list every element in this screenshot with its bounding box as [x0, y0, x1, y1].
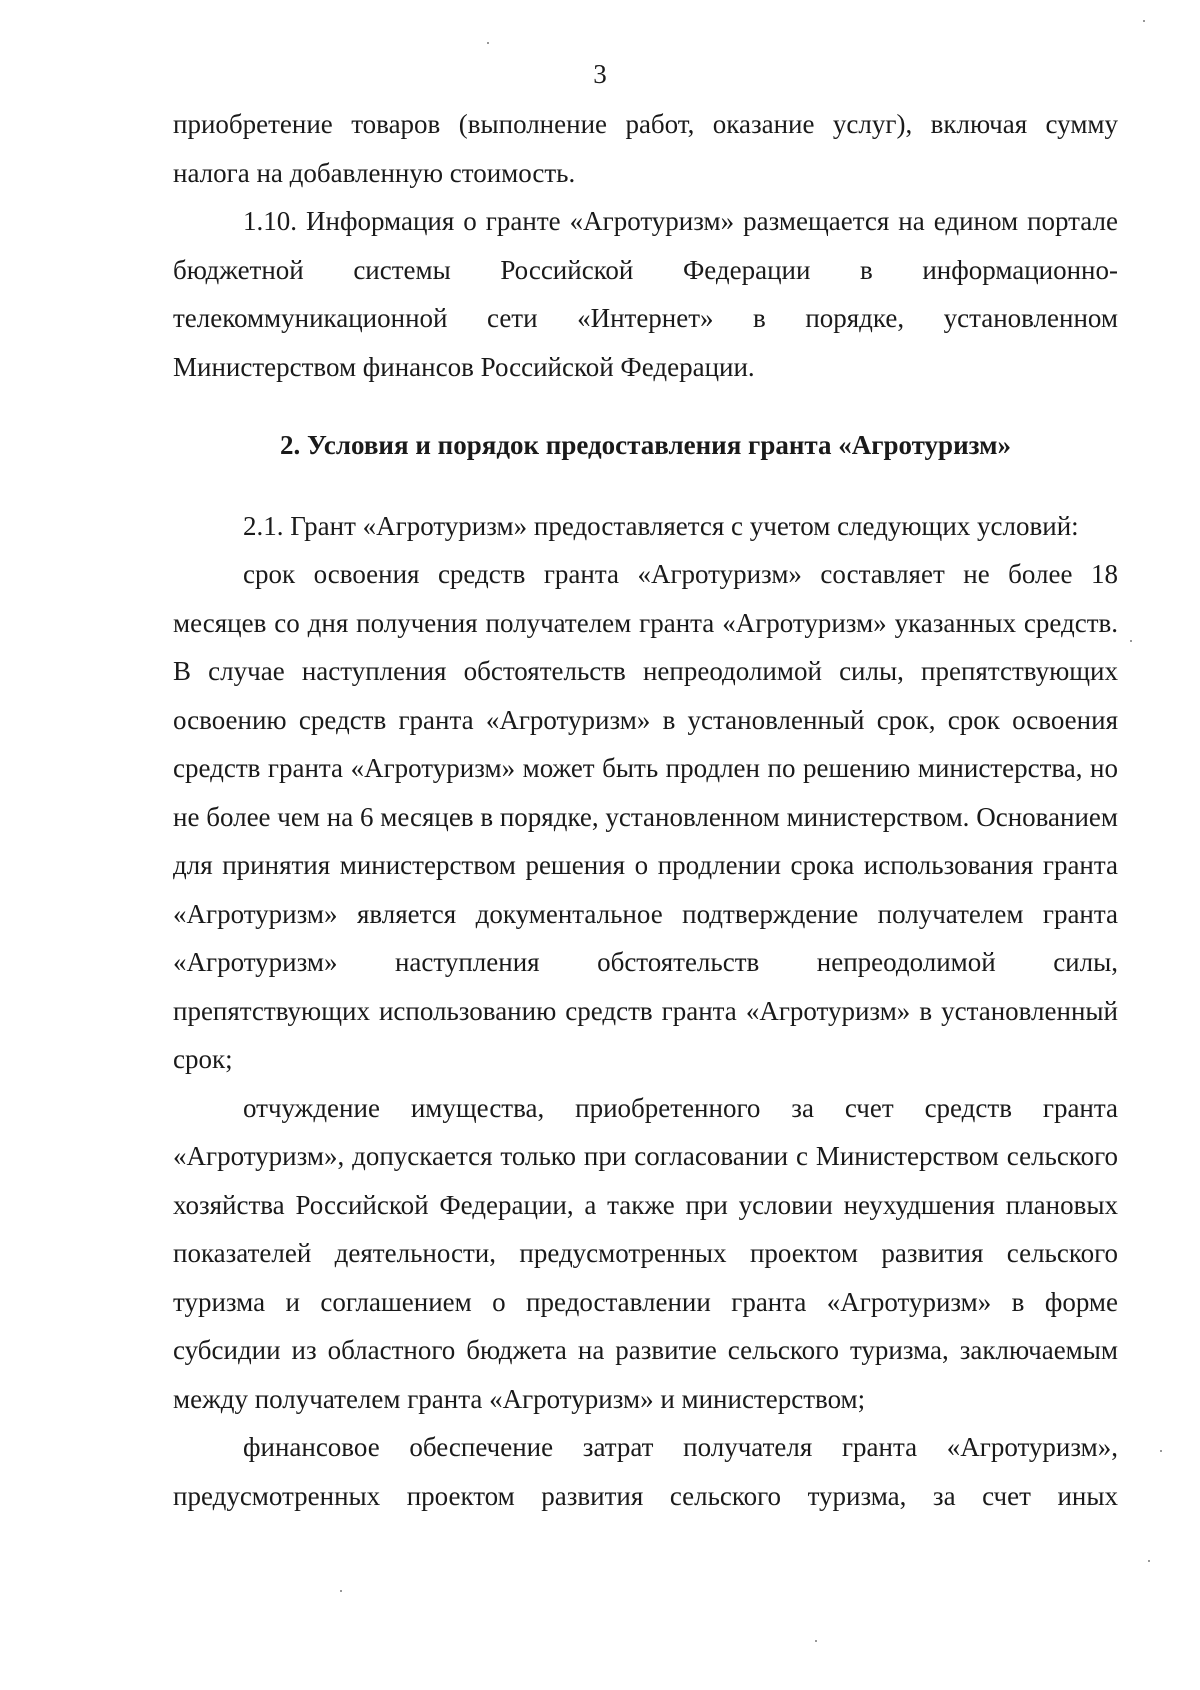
scan-speck — [815, 1640, 817, 1642]
section-2-heading: 2. Условия и порядок предоставления гранта «Агротуризм» — [279, 430, 1011, 460]
paragraph-continuation: приобретение товаров (выполнение работ, оказание услуг), включая сумму налога на добавленную стоимость. — [173, 109, 1118, 188]
scan-speck — [1148, 1560, 1150, 1562]
scan-speck — [487, 42, 489, 44]
paragraph-financing: финансовое обеспечение затрат получателя гранта «Агротуризм», предусмотренных проектом развития сельского туризма, за счет иных — [173, 1432, 1118, 1511]
paragraph-term: срок освоения средств гранта «Агротуризм» составляет не более 18 месяцев со дня получения получателем гранта «Агротуризм» указанных средств. В случае наступления обстоятельств непреодолимой силы, препятствующих освоению средств гранта «Агротуризм» в установленный срок, срок освоения средств гранта «Агротуризм» может быть продлен по решению министерства, но не более чем на 6 месяцев в порядке, установленном министерством. Основанием для принятия министерством решения о продлении срока использования гранта «Агротуризм» является документальное подтверждение получателем гранта «Агротуризм» наступления обстоятельств непреодолимой силы, препятствующих использованию средств гранта «Агротуризм» в установленный срок; — [173, 559, 1118, 1074]
scan-speck — [340, 1590, 342, 1592]
page-number: 3 — [593, 59, 607, 89]
paragraph-2-1: 2.1. Грант «Агротуризм» предоставляется с учетом следующих условий: — [243, 510, 1079, 541]
paragraph-1-10: 1.10. Информация о гранте «Агротуризм» размещается на едином портале бюджетной системы Российской Федерации в информационно-телекоммуникационной сети «Интернет» в порядке, установленном Министерством финансов Российской Федерации. — [173, 206, 1118, 382]
paragraph-alienation: отчуждение имущества, приобретенного за счет средств гранта «Агротуризм», допускается только при согласовании с Министерством сельского хозяйства Российской Федерации, а также при условии неухудшения плановых показателей деятельности, предусмотренных проектом развития сельского туризма и соглашением о предоставлении гранта «Агротуризм» в форме субсидии из областного бюджета на развитие сельского туризма, заключаемым между получателем гранта «Агротуризм» и министерством; — [173, 1092, 1118, 1414]
scan-speck — [1143, 20, 1145, 22]
document-body — [173, 100, 1118, 1520]
scan-speck — [1160, 1450, 1162, 1452]
scan-speck — [1130, 640, 1132, 642]
